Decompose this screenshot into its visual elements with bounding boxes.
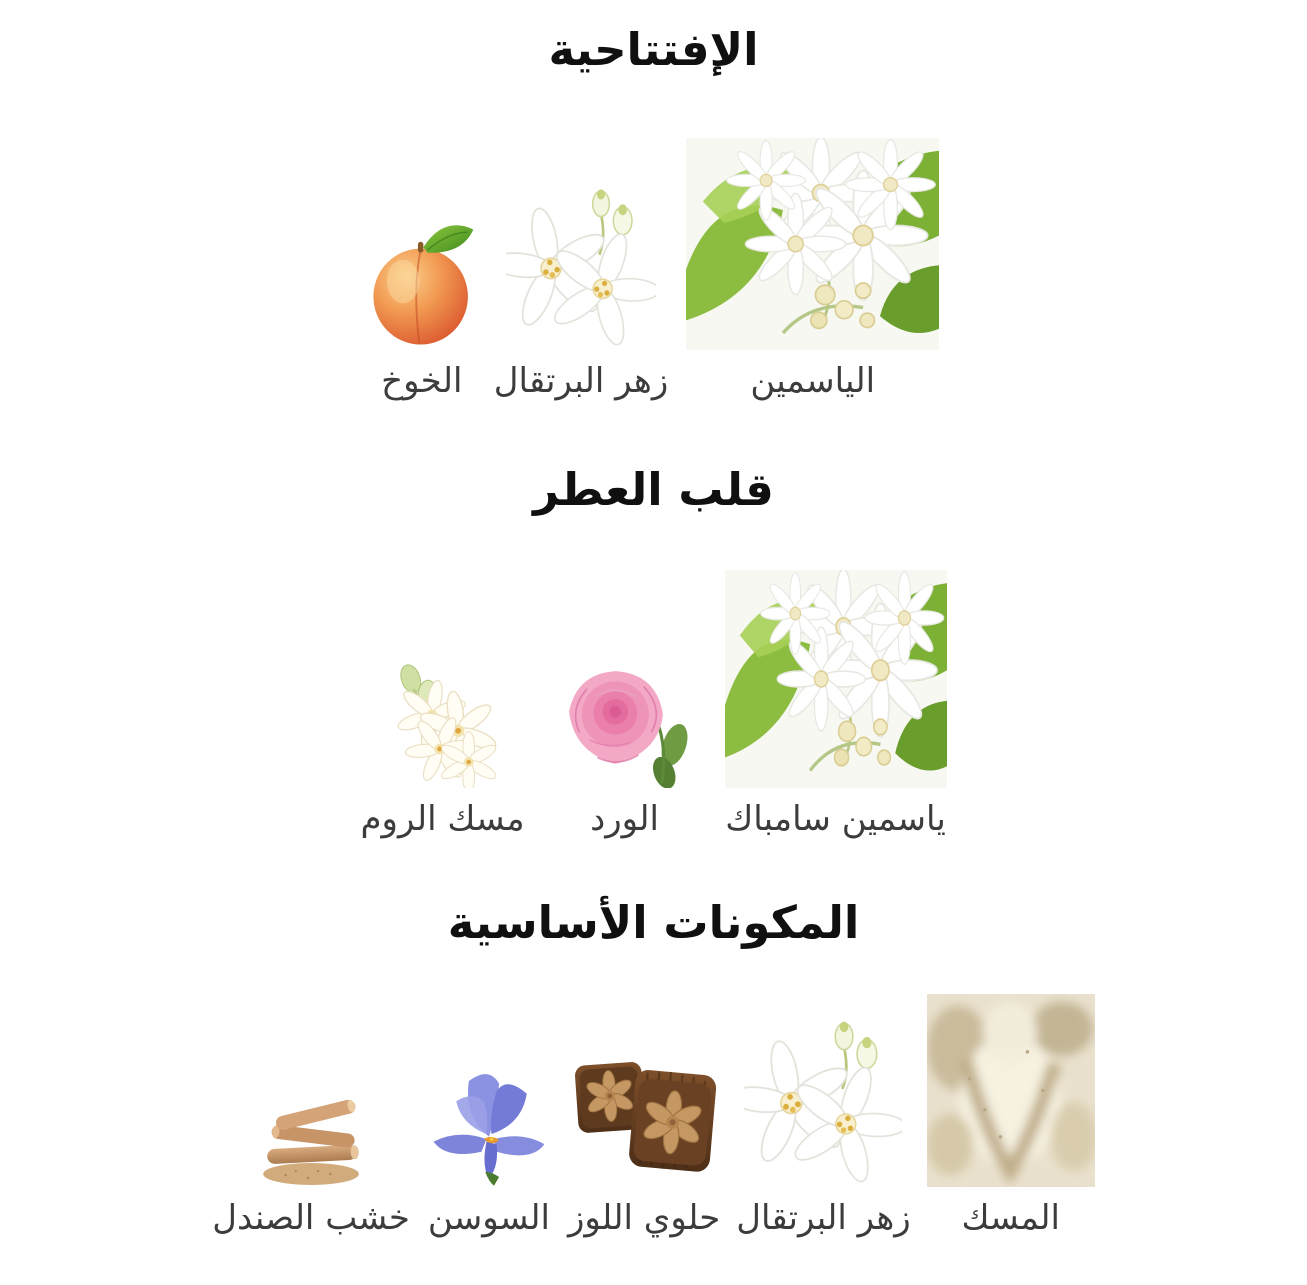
note-item-rose [551,661,699,841]
note-item-orange-blossom [494,180,668,403]
note-item-almond-praline [568,1040,720,1240]
sandalwood-image [255,1087,367,1187]
note-label-sandalwood: خشب الصندل [212,1198,410,1239]
note-item-peach [368,213,476,403]
note-item-jasmine [686,138,939,403]
note-item-orange-blossom-base [736,1012,910,1240]
rose-image [551,661,699,788]
top-notes-row [0,138,1307,403]
note-label-peach: الخوخ [381,360,463,401]
section-title-heart-notes: قلب العطر [533,463,774,517]
note-label-rose: الورد [590,799,659,839]
white-flower-cluster-image [387,658,499,788]
heart-notes-row [0,570,1307,841]
musk-image [927,994,1095,1187]
note-label-jasmine-sambac: ياسمين سامباك [725,799,946,839]
orange-blossom-image [506,180,656,350]
iris-flower-image [426,1061,552,1187]
section-top-notes [0,24,1307,402]
note-item-musk [927,994,1095,1240]
orange-blossom-image [744,1012,902,1187]
note-label-iris: السوسن [427,1198,550,1239]
section-base-notes [0,897,1307,1240]
jasmine-image [686,138,939,350]
note-item-jasmine-sambac [725,570,947,841]
peach-image [368,213,476,350]
note-label-almond-praline: حلوي اللوز [567,1198,721,1239]
section-title-base-notes: المكونات الأساسية [447,895,860,949]
chocolate-praline-image [568,1040,720,1187]
jasmine-sambac-image [725,570,947,788]
note-item-iris [426,1061,552,1240]
section-heart-notes [0,464,1307,840]
note-label-rum-musk: مسك الروم [360,799,525,839]
section-title-top-notes: الإفتتاحية [548,23,759,76]
note-label-jasmine: الياسمين [750,360,876,401]
note-item-rum-musk [360,658,524,841]
base-notes-row [0,994,1307,1240]
note-label-orange-blossom-base: زهر البرتقال [736,1198,911,1239]
note-item-sandalwood [212,1087,410,1240]
note-label-orange-blossom: زهر البرتقال [493,360,669,401]
note-label-musk: المسك [961,1198,1060,1239]
